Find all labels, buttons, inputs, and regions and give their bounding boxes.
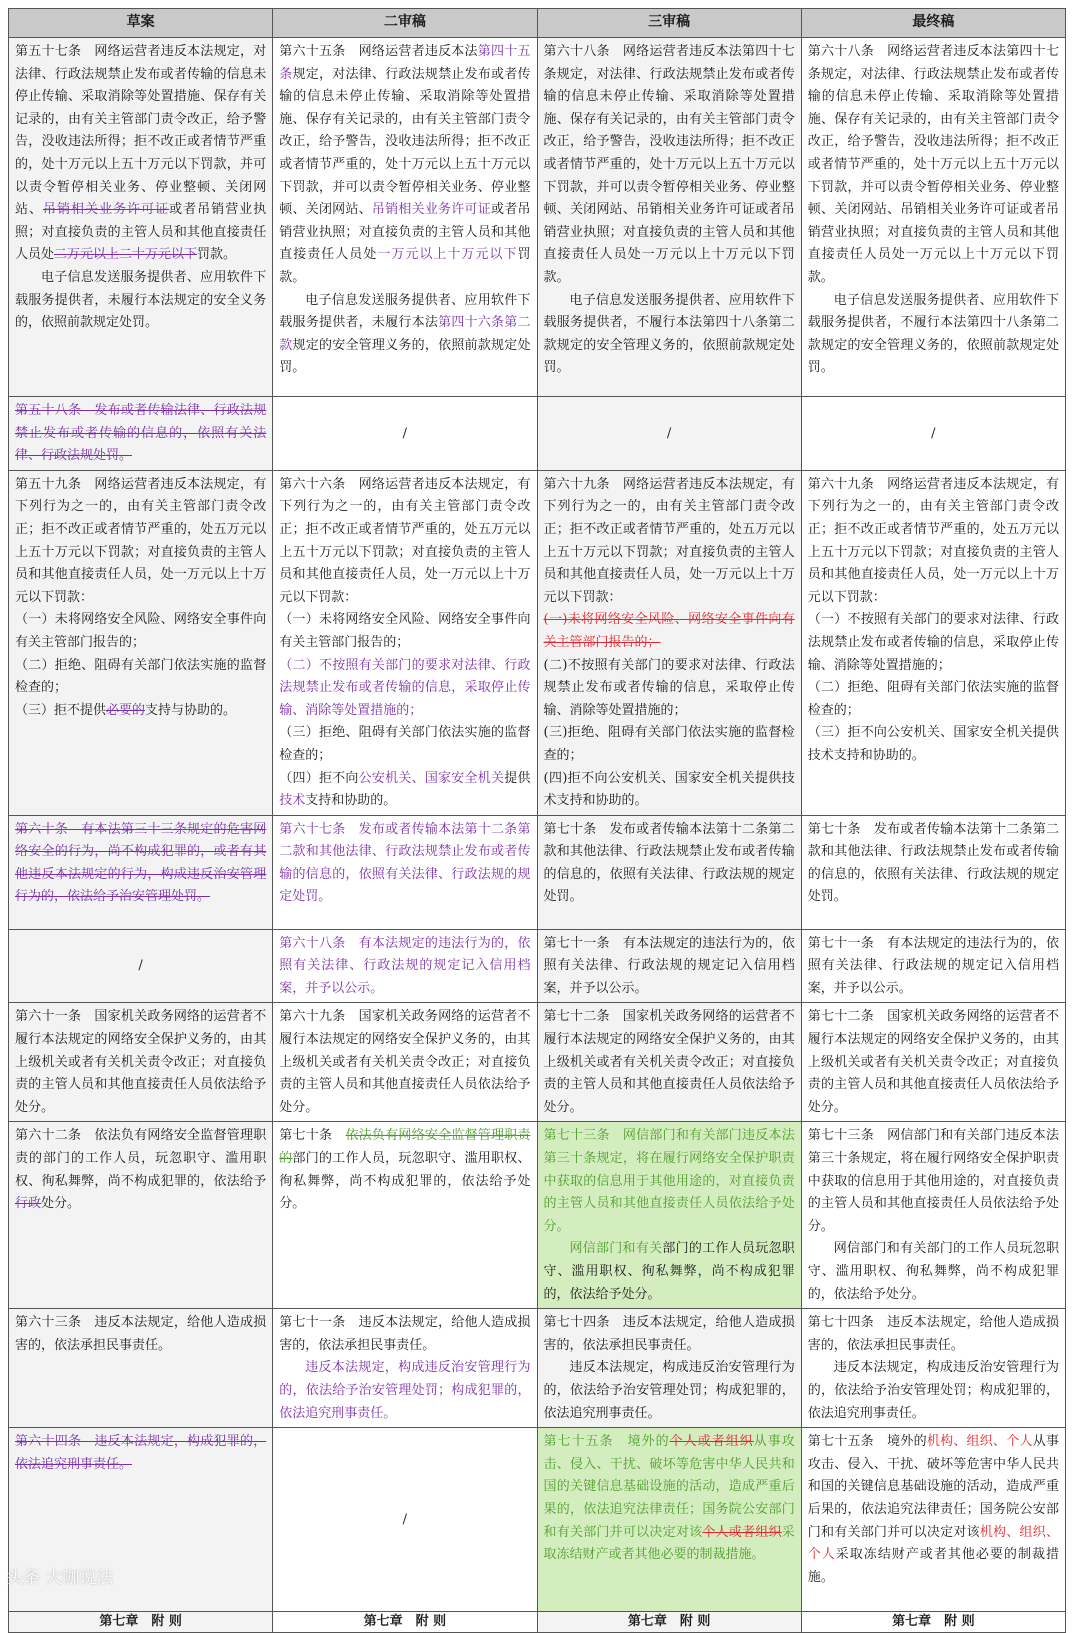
text-span: 第七十条	[279, 1128, 346, 1144]
paragraph: 第六十六条 网络运营者违反本法规定，有下列行为之一的，由有关主管部门责令改正；拒不改正或者情节严重的，处五万元以上五十万元以下罚款；对直接负责的主管人员和其他直接责任人员，处一万元以上十万元以下罚款：	[279, 476, 531, 605]
paragraph: 违反本法规定，构成违反治安管理行为的，依法给予治安管理处罚；构成犯罪的，依法追究刑事责任。	[543, 1360, 795, 1421]
text-span: 或者吊销营业执照；对直接负责的主管人员和其他直接责任人员处	[15, 202, 267, 263]
cell-empty-slash: /	[801, 397, 1065, 471]
paragraph: （二）拒绝、阻碍有关部门依法实施的监督检查的；	[807, 680, 1059, 718]
header-draft: 草案	[9, 9, 273, 38]
paragraph: 第七十四条 违反本法规定，给他人造成损害的，依法承担民事责任。	[543, 1315, 795, 1353]
text-span: 第七十五条 境外的	[807, 1434, 927, 1450]
cell-second-review: 第六十九条 国家机关政务网络的运营者不履行本法规定的网络安全保护义务的，由其上级机关或者有关机关责令改正；对直接负责的主管人员和其他直接责任人员依法给予处分。	[273, 1003, 537, 1122]
deleted-text: 个人或者组织	[702, 1524, 782, 1540]
cell-third-review	[537, 38, 801, 397]
changed-text: 吊销相关业务许可证	[371, 202, 491, 218]
table-row	[9, 1309, 1066, 1428]
paragraph	[808, 1431, 1059, 1589]
text-span: 支持和协助的。	[305, 793, 397, 809]
changed-text: 第四十六条第二款	[279, 315, 531, 353]
text-span: 第六十二条 依法负有网络安全监督管理职责的部门的工作人员，玩忽职守、滥用职权、徇私舞弊，尚不构成犯罪的，依法给予	[15, 1128, 267, 1189]
cell-second-review	[273, 38, 537, 397]
paragraph: 第六十九条 网络运营者违反本法规定，有下列行为之一的，由有关主管部门责令改正；拒不改正或者情节严重的，处五万元以上五十万元以下罚款；对直接负责的主管人员和其他直接责任人员，处一万元以上十万元以下罚款：	[543, 476, 795, 605]
text-span: 从事攻击、侵入、干扰、破坏等危害中华人民共和国的关键信息基础设施的活动，造成严重后果的，依法追究法律责任；国务院公安部门和有关部门并可以决定对该	[543, 1434, 795, 1540]
table-row	[9, 929, 1066, 1003]
paragraph: （二）不按照有关部门的要求对法律、行政法规禁止发布或者传输的信息，采取停止传输、消除等处置措施的；	[279, 657, 531, 718]
text-span: 部门的工作人员玩忽职守、滥用职权、徇私舞弊，尚不构成犯罪的，依法给予处分。	[543, 1241, 795, 1302]
cell-draft	[9, 38, 273, 397]
paragraph: 电子信息发送服务提供者、应用软件下载服务提供者，不履行本法第四十八条第二款规定的安全管理义务的，依照前款规定处罚。	[543, 292, 795, 376]
text-span: 规定的安全管理义务的，依照前款规定处罚。	[279, 337, 531, 376]
cell-draft: 第六十四条 违反本法规定，构成犯罪的，依法追究刑事责任。	[9, 1428, 273, 1612]
paragraph: 第七十三条 网信部门和有关部门违反本法第三十条规定，将在履行网络安全保护职责中获取的信息用于其他用途的，对直接负责的主管人员和其他直接责任人员依法给予处分。	[543, 1128, 795, 1234]
text-span: 第五十七条 网络运营者违反本法规定，对法律、行政法规禁止发布或者传输的信息未停止传输、采取消除等处置措施、保存有关记录的，由有关主管部门责令改正，给予警告，没收违法所得；拒不改正或者情节严重的，处十万元以上五十万元以下罚款，并可以责令暂停相关业务、停业整顿、关闭网站、	[15, 44, 267, 218]
law-comparison-table	[8, 8, 1066, 1633]
cell-empty-slash: /	[9, 929, 273, 1003]
text-span: 采取冻结财产或者其他必要的制裁措施。	[807, 1547, 1059, 1585]
changed-text: 一万元以上十万元以下	[377, 247, 518, 263]
deleted-text: 依法负有网络安全监督管理职责的	[279, 1128, 531, 1167]
paragraph	[15, 700, 266, 723]
cell-draft: 第六十三条 违反本法规定，给他人造成损害的，依法承担民事责任。	[9, 1309, 273, 1428]
table-row	[9, 397, 1066, 471]
paragraph: 第七十三条 网信部门和有关部门违反本法第三十条规定，将在履行网络安全保护职责中获取的信息用于其他用途的，对直接负责的主管人员和其他直接责任人员依法给予处分。	[807, 1128, 1059, 1234]
paragraph: (二)不按照有关部门的要求对法律、行政法规禁止发布或者传输的信息，采取停止传输、消除等处置措施的；	[543, 657, 795, 718]
paragraph	[544, 1431, 795, 1567]
paragraph: 电子信息发送服务提供者、应用软件下载服务提供者，不履行本法第四十八条第二款规定的安全管理义务的，依照前款规定处罚。	[807, 292, 1059, 376]
paragraph: (四)拒不向公安机关、国家安全机关提供技术支持和协助的。	[543, 770, 795, 809]
paragraph: （一）不按照有关部门的要求对法律、行政法规禁止发布或者传输的信息，采取停止传输、消除等处置措施的；	[807, 612, 1059, 673]
text-span: 从事攻击、侵入、干扰、破坏等危害中华人民共和国的关键信息基础设施的活动，造成严重后果的，依法追究法律责任；国务院公安部门和有关部门并可以决定对该	[807, 1434, 1059, 1540]
chapter-heading: 第七章 附 则	[9, 1612, 273, 1633]
text-span: 或者吊销营业执照；对直接负责的主管人员和其他直接责任人员处	[279, 202, 531, 263]
paragraph	[15, 1125, 266, 1215]
table-row	[9, 1428, 1066, 1612]
chapter-heading: 第七章 附 则	[537, 1612, 801, 1633]
cell-draft: 第六十条 有本法第三十三条规定的危害网络安全的行为，尚不构成犯罪的，或者有其他违反本法规定的行为，构成违反治安管理行为的，依法给予治安管理处罚。	[9, 815, 273, 929]
text-span: 电子信息发送服务提供者、应用软件下载服务提供者，未履行本法	[279, 292, 531, 331]
table-row	[9, 1122, 1066, 1309]
deleted-text: 必要的	[106, 702, 146, 718]
cell-final: 第七十一条 有本法规定的违法行为的，依照有关法律、行政法规的规定记入信用档案，并予以公示。	[801, 929, 1065, 1003]
cell-final: 第七十二条 国家机关政务网络的运营者不履行本法规定的网络安全保护义务的，由其上级机关或者有关机关责令改正；对直接负责的主管人员和其他直接责任人员依法给予处分。	[801, 1003, 1065, 1122]
paragraph: 第五十九条 网络运营者违反本法规定，有下列行为之一的，由有关主管部门责令改正；拒不改正或者情节严重的，处五万元以上五十万元以下罚款；对直接负责的主管人员和其他直接责任人员，处一万元以上十万元以下罚款：	[15, 476, 267, 605]
cell-empty-slash: /	[537, 397, 801, 471]
header-third-review: 三审稿	[537, 9, 801, 38]
cell-final	[801, 38, 1065, 397]
paragraph	[279, 768, 530, 813]
deleted-text: 个人或者组织	[669, 1434, 754, 1450]
cell-draft	[9, 1122, 273, 1309]
paragraph: 第七十一条 违反本法规定，给他人造成损害的，依法承担民事责任。	[279, 1315, 531, 1353]
cell-second-review	[273, 1122, 537, 1309]
table-row	[9, 470, 1066, 815]
cell-third-review: 第七十一条 有本法规定的违法行为的，依照有关法律、行政法规的规定记入信用档案，并予以公示。	[537, 929, 801, 1003]
paragraph	[15, 41, 266, 267]
text-span: 罚款。	[279, 247, 531, 285]
cell-draft: 第五十八条 发布或者传输法律、行政法规禁止发布或者传输的信息的，依照有关法律、行政法规处罚。	[9, 397, 273, 471]
cell-draft: 第六十一条 国家机关政务网络的运营者不履行本法规定的网络安全保护义务的，由其上级机关或者有关机关责令改正；对直接负责的主管人员和其他直接责任人员依法给予处分。	[9, 1003, 273, 1122]
text-span: 第七十五条 境外的	[543, 1434, 670, 1450]
changed-text: 技术	[279, 793, 306, 809]
paragraph: 第六十九条 网络运营者违反本法规定，有下列行为之一的，由有关主管部门责令改正；拒不改正或者情节严重的，处五万元以上五十万元以下罚款；对直接负责的主管人员和其他直接责任人员，处一万元以上十万元以下罚款：	[807, 476, 1059, 605]
changed-text: 机构、组织、个人	[807, 1524, 1059, 1563]
changed-text: 公安机关、国家安全机关	[358, 770, 505, 786]
paragraph: 第六十八条 网络运营者违反本法第四十七条规定，对法律、行政法规禁止发布或者传输的信息未停止传输、采取消除等处置措施、保存有关记录的，由有关主管部门责令改正，给予警告，没收违法所得；拒不改正或者情节严重的，处十万元以上五十万元以下罚款，并可以责令暂停相关业务、停业整顿、关闭网站、吊销相关业务许可证或者吊销营业执照；对直接负责的主管人员和其他直接责任人员处一万元以上十万元以下罚款。	[543, 44, 795, 285]
header-row	[9, 9, 1066, 38]
cell-second-review: 第六十七条 发布或者传输本法第十二条第二款和其他法律、行政法规禁止发布或者传输的信息的，依照有关法律、行政法规的规定处罚。	[273, 815, 537, 929]
chapter-heading: 第七章 附 则	[801, 1612, 1065, 1633]
text-span: 罚款。	[197, 247, 237, 263]
paragraph: 第六十八条 网络运营者违反本法第四十七条规定，对法律、行政法规禁止发布或者传输的信息未停止传输、采取消除等处置措施、保存有关记录的，由有关主管部门责令改正，给予警告，没收违法所得；拒不改正或者情节严重的，处十万元以上五十万元以下罚款，并可以责令暂停相关业务、停业整顿、关闭网站、吊销相关业务许可证或者吊销营业执照；对直接负责的主管人员和其他直接责任人员处一万元以上十万元以下罚款。	[807, 44, 1059, 285]
text-span: 支持与协助的。	[145, 702, 237, 718]
paragraph	[279, 41, 530, 290]
text-span: 部门的工作人员，玩忽职守、滥用职权、徇私舞弊，尚不构成犯罪的，依法给予处分。	[279, 1151, 531, 1212]
text-span: 第六十五条 网络运营者违反本法	[279, 44, 478, 59]
cell-third-review	[537, 1428, 801, 1612]
cell-third-review: 第七十条 发布或者传输本法第十二条第二款和其他法律、行政法规禁止发布或者传输的信息的，依照有关法律、行政法规的规定处罚。	[537, 815, 801, 929]
cell-third-review	[537, 1122, 801, 1309]
chapter-row	[9, 1612, 1066, 1633]
deleted-text: 二万元以上二十万元以下	[54, 247, 198, 263]
paragraph: 违反本法规定，构成违反治安管理行为的，依法给予治安管理处罚；构成犯罪的，依法追究刑事责任。	[279, 1360, 531, 1421]
cell-empty-slash: /	[273, 1428, 537, 1612]
cell-final	[801, 1428, 1065, 1612]
paragraph: (一)未将网络安全风险、网络安全事件向有关主管部门报告的；	[543, 612, 795, 650]
paragraph: （三）拒不向公安机关、国家安全机关提供技术支持和协助的。	[807, 725, 1059, 763]
text-span: 采取冻结财产或者其他必要的制裁措施。	[543, 1524, 795, 1563]
cell-final	[801, 1122, 1065, 1309]
table-row	[9, 1003, 1066, 1122]
paragraph: 违反本法规定，构成违反治安管理行为的，依法给予治安管理处罚；构成犯罪的，依法追究刑事责任。	[807, 1360, 1059, 1421]
deleted-text: 行政	[15, 1196, 42, 1212]
paragraph: (三)拒绝、阻碍有关部门依法实施的监督检查的；	[543, 725, 795, 763]
paragraph	[279, 1125, 530, 1215]
paragraph: 第七十四条 违反本法规定，给他人造成损害的，依法承担民事责任。	[807, 1315, 1059, 1353]
cell-second-review	[273, 470, 537, 815]
changed-text: 网信部门和有关	[569, 1241, 663, 1257]
cell-draft	[9, 470, 273, 815]
text-span: 提供	[504, 770, 531, 786]
deleted-text: 吊销相关业务许可证	[43, 202, 170, 218]
paragraph	[544, 1238, 795, 1306]
table-row	[9, 38, 1066, 397]
changed-text: 第四十五条	[279, 44, 531, 82]
text-span: 规定，对法律、行政法规禁止发布或者传输的信息未停止传输、采取消除等处置措施、保存有关记录的，由有关主管部门责令改正，给予警告，没收违法所得；拒不改正或者情节严重的，处十万元以上五十万元以下罚款，并可以责令暂停相关业务、停业整顿、关闭网站、	[279, 66, 531, 218]
paragraph: 电子信息发送服务提供者、应用软件下载服务提供者，未履行本法规定的安全义务的，依照前款规定处罚。	[15, 269, 267, 331]
cell-final	[801, 1309, 1065, 1428]
cell-final	[801, 470, 1065, 815]
table-row	[9, 815, 1066, 929]
cell-third-review	[537, 470, 801, 815]
changed-text: 机构、组织、个人	[926, 1434, 1033, 1450]
paragraph: （一）未将网络安全风险、网络安全事件向有关主管部门报告的；	[279, 612, 531, 650]
cell-final: 第七十条 发布或者传输本法第十二条第二款和其他法律、行政法规禁止发布或者传输的信息的，依照有关法律、行政法规的规定处罚。	[801, 815, 1065, 929]
cell-second-review: 第六十八条 有本法规定的违法行为的，依照有关法律、行政法规的规定记入信用档案，并予以公示。	[273, 929, 537, 1003]
text-span: （四）拒不向	[279, 770, 359, 786]
header-second-review: 二审稿	[273, 9, 537, 38]
paragraph	[279, 290, 530, 380]
watermark-logo: 头条 大咖说法	[6, 1568, 114, 1588]
paragraph: （一）未将网络安全风险、网络安全事件向有关主管部门报告的；	[15, 612, 267, 650]
cell-third-review	[537, 1309, 801, 1428]
paragraph: （三）拒绝、阻碍有关部门依法实施的监督检查的；	[279, 725, 531, 763]
text-span: （三）拒不提供	[15, 702, 107, 718]
cell-second-review	[273, 1309, 537, 1428]
cell-empty-slash: /	[273, 397, 537, 471]
header-final: 最终稿	[801, 9, 1065, 38]
paragraph: （二）拒绝、阻碍有关部门依法实施的监督检查的；	[15, 657, 267, 696]
cell-third-review: 第七十二条 国家机关政务网络的运营者不履行本法规定的网络安全保护义务的，由其上级机关或者有关机关责令改正；对直接负责的主管人员和其他直接责任人员依法给予处分。	[537, 1003, 801, 1122]
chapter-heading: 第七章 附 则	[273, 1612, 537, 1633]
paragraph: 网信部门和有关部门的工作人员玩忽职守、滥用职权、徇私舞弊，尚不构成犯罪的，依法给予处分。	[807, 1241, 1059, 1302]
text-span: 处分。	[41, 1196, 81, 1212]
